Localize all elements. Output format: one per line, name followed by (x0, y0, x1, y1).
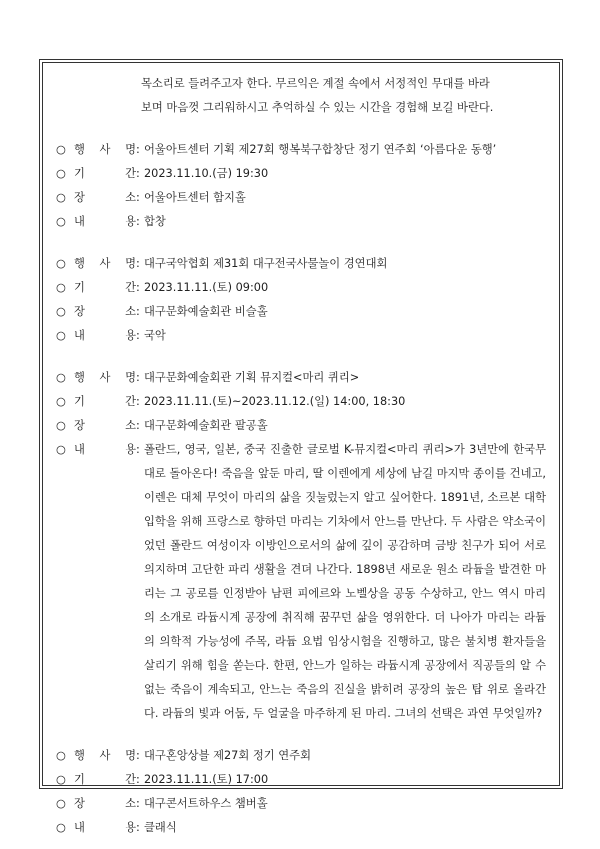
field-value: 폴란드, 영국, 일본, 중국 진출한 글로벌 K-뮤지컬<마리 퀴리>가 3년만에 한국무대로 돌아온다! 죽음을 앞둔 마리, 딸 이렌에게 세상에 남길 마지막 종이를 건네고, 이렌은 대체 무엇이 마리의 삶을 짓눌렀는지 알고 싶어한다. 1891년, 소르본 대학 입학을 위해 프랑스로 향하던 마리는 기차에서 안느를 만난다. 두 사람은 약소국이었던 폴란드 여성이자 이방인으로서의 삶에 깊이 공감하며 금방 친구가 되어 서로 의지하며 고단한 파리 생활을 견뎌 나간다. 1898년 새로운 원소 라듐을 발견한 마리는 그 공로를 인정받아 남편 피에르와 노벨상을 공동 수상하고, 안느 역시 마리의 소개로 라듐시계 공장에 취직해 꿈꾸던 삶을 영위한다. 더 나아가 마리는 라듐의 의학적 가능성에 주목, 라듐 요법 임상시험을 진행하고, 많은 불치병 환자들을 살리기 위해 힘을 쏟는다. 한편, 안느가 일하는 라듐시계 공장에서 직공들의 알 수 없는 죽음이 계속되고, 안느는 죽음의 진실을 밝히려 공장의 높은 탑 위로 올라간다. 라듐의 빛과 어둠, 두 얼굴을 마주하게 된 마리. 그녀의 선택은 과연 무엇일까? (144, 443, 546, 720)
event-block (56, 138, 546, 234)
field-colon: : (136, 443, 140, 456)
intro-line-1: 목소리로 들려주고자 한다. 무르익은 계절 속에서 서정적인 무대를 바라 (141, 77, 490, 90)
field-value: 대구혼앙상블 제27회 정기 연주회 (144, 749, 312, 762)
event-place-row (56, 300, 546, 324)
field-value: 합창 (144, 215, 166, 228)
field-colon: : (136, 191, 140, 204)
field-label (74, 744, 136, 768)
field-label-char: 내 (74, 329, 85, 342)
field-label (74, 252, 136, 276)
field-label (74, 390, 136, 414)
field-label-char: 소 (125, 305, 136, 318)
field-label-char: 사 (99, 371, 111, 384)
event-period-row (56, 768, 546, 792)
circle-bullet-icon: ○ (56, 443, 66, 456)
event-content-row (56, 210, 546, 234)
field-label-char: 내 (74, 443, 85, 456)
circle-bullet-icon: ○ (56, 215, 66, 228)
event-period-row (56, 390, 546, 414)
field-label-char: 간 (125, 395, 136, 408)
field-label-char: 사 (99, 143, 111, 156)
field-value: 대구문화예술회관 팔공홀 (144, 419, 268, 432)
field-label (74, 162, 136, 186)
event-title-row (56, 366, 546, 390)
circle-bullet-icon: ○ (56, 797, 66, 810)
event-block (56, 744, 546, 840)
event-block (56, 252, 546, 348)
field-value: 클래식 (144, 821, 177, 834)
field-label-char: 명 (125, 749, 136, 762)
field-colon: : (136, 167, 140, 180)
intro-paragraph (56, 72, 546, 120)
circle-bullet-icon: ○ (56, 773, 66, 786)
field-label (74, 816, 136, 840)
field-label-char: 간 (125, 281, 136, 294)
field-label-char: 명 (125, 371, 136, 384)
field-label (74, 792, 136, 816)
field-label-char: 소 (125, 419, 136, 432)
field-colon: : (136, 257, 140, 270)
field-label-char: 장 (74, 797, 85, 810)
field-colon: : (136, 419, 140, 432)
field-colon: : (136, 143, 140, 156)
field-label-char: 장 (74, 419, 85, 432)
event-content-row (56, 438, 546, 726)
field-label-char: 행 (74, 257, 85, 270)
event-place-row (56, 792, 546, 816)
field-label (74, 210, 136, 234)
circle-bullet-icon: ○ (56, 167, 66, 180)
field-label-char: 간 (125, 773, 136, 786)
field-label-char: 용 (125, 329, 136, 342)
field-value: 2023.11.11.(토)~2023.11.12.(일) 14:00, 18:30 (144, 395, 406, 408)
field-label-char: 기 (74, 773, 85, 786)
field-value: 2023.11.11.(토) 09:00 (144, 281, 269, 294)
circle-bullet-icon: ○ (56, 371, 66, 384)
intro-line-2: 보며 마음껏 그리워하시고 추억하실 수 있는 시간을 경험해 보길 바란다. (141, 101, 494, 114)
field-colon: : (136, 821, 140, 834)
field-label (74, 276, 136, 300)
field-label-char: 행 (74, 749, 85, 762)
circle-bullet-icon: ○ (56, 281, 66, 294)
event-place-row (56, 414, 546, 438)
event-block (56, 366, 546, 726)
event-title-row (56, 252, 546, 276)
field-label-char: 사 (99, 257, 111, 270)
field-label-char: 용 (125, 443, 136, 456)
field-label (74, 414, 136, 438)
event-title-row (56, 744, 546, 768)
field-value: 대구콘서트하우스 챔버홀 (144, 797, 268, 810)
field-colon: : (136, 281, 140, 294)
event-content-row (56, 816, 546, 840)
circle-bullet-icon: ○ (56, 305, 66, 318)
document-body (56, 72, 546, 840)
field-label (74, 138, 136, 162)
field-value: 2023.11.10.(금) 19:30 (144, 167, 269, 180)
field-label-char: 기 (74, 167, 85, 180)
field-label-char: 명 (125, 257, 136, 270)
circle-bullet-icon: ○ (56, 329, 66, 342)
field-label-char: 용 (125, 821, 136, 834)
field-label (74, 300, 136, 324)
field-colon: : (136, 395, 140, 408)
field-label-char: 간 (125, 167, 136, 180)
field-colon: : (136, 329, 140, 342)
field-value: 대구문화예술회관 기획 뮤지컬<마리 퀴리> (144, 371, 360, 384)
field-colon: : (136, 749, 140, 762)
field-label (74, 438, 136, 726)
field-label-char: 내 (74, 821, 85, 834)
circle-bullet-icon: ○ (56, 191, 66, 204)
field-label-char: 행 (74, 143, 85, 156)
event-period-row (56, 162, 546, 186)
field-value: 국악 (144, 329, 166, 342)
field-label (74, 366, 136, 390)
field-value: 대구국악협회 제31회 대구전국사물놀이 경연대회 (144, 257, 388, 270)
circle-bullet-icon: ○ (56, 419, 66, 432)
event-place-row (56, 186, 546, 210)
event-content-row (56, 324, 546, 348)
field-label-char: 장 (74, 191, 85, 204)
circle-bullet-icon: ○ (56, 749, 66, 762)
field-label-char: 용 (125, 215, 136, 228)
field-colon: : (136, 797, 140, 810)
field-colon: : (136, 215, 140, 228)
field-colon: : (136, 371, 140, 384)
event-period-row (56, 276, 546, 300)
field-value: 2023.11.11.(토) 17:00 (144, 773, 269, 786)
field-label-char: 명 (125, 143, 136, 156)
field-value: 어울아트센터 기획 제27회 행복북구합창단 정기 연주회 ‘아름다운 동행’ (144, 143, 497, 156)
field-value: 어울아트센터 함지홀 (144, 191, 246, 204)
field-label-char: 사 (99, 749, 111, 762)
circle-bullet-icon: ○ (56, 257, 66, 270)
circle-bullet-icon: ○ (56, 143, 66, 156)
field-label-char: 내 (74, 215, 85, 228)
field-label (74, 186, 136, 210)
field-label (74, 324, 136, 348)
field-label-char: 기 (74, 395, 85, 408)
field-value: 대구문화예술회관 비슬홀 (144, 305, 268, 318)
field-label-char: 기 (74, 281, 85, 294)
field-label-char: 소 (125, 191, 136, 204)
field-colon: : (136, 305, 140, 318)
field-label-char: 행 (74, 371, 85, 384)
event-title-row (56, 138, 546, 162)
field-label-char: 장 (74, 305, 85, 318)
circle-bullet-icon: ○ (56, 821, 66, 834)
field-label-char: 소 (125, 797, 136, 810)
circle-bullet-icon: ○ (56, 395, 66, 408)
field-colon: : (136, 773, 140, 786)
field-label (74, 768, 136, 792)
